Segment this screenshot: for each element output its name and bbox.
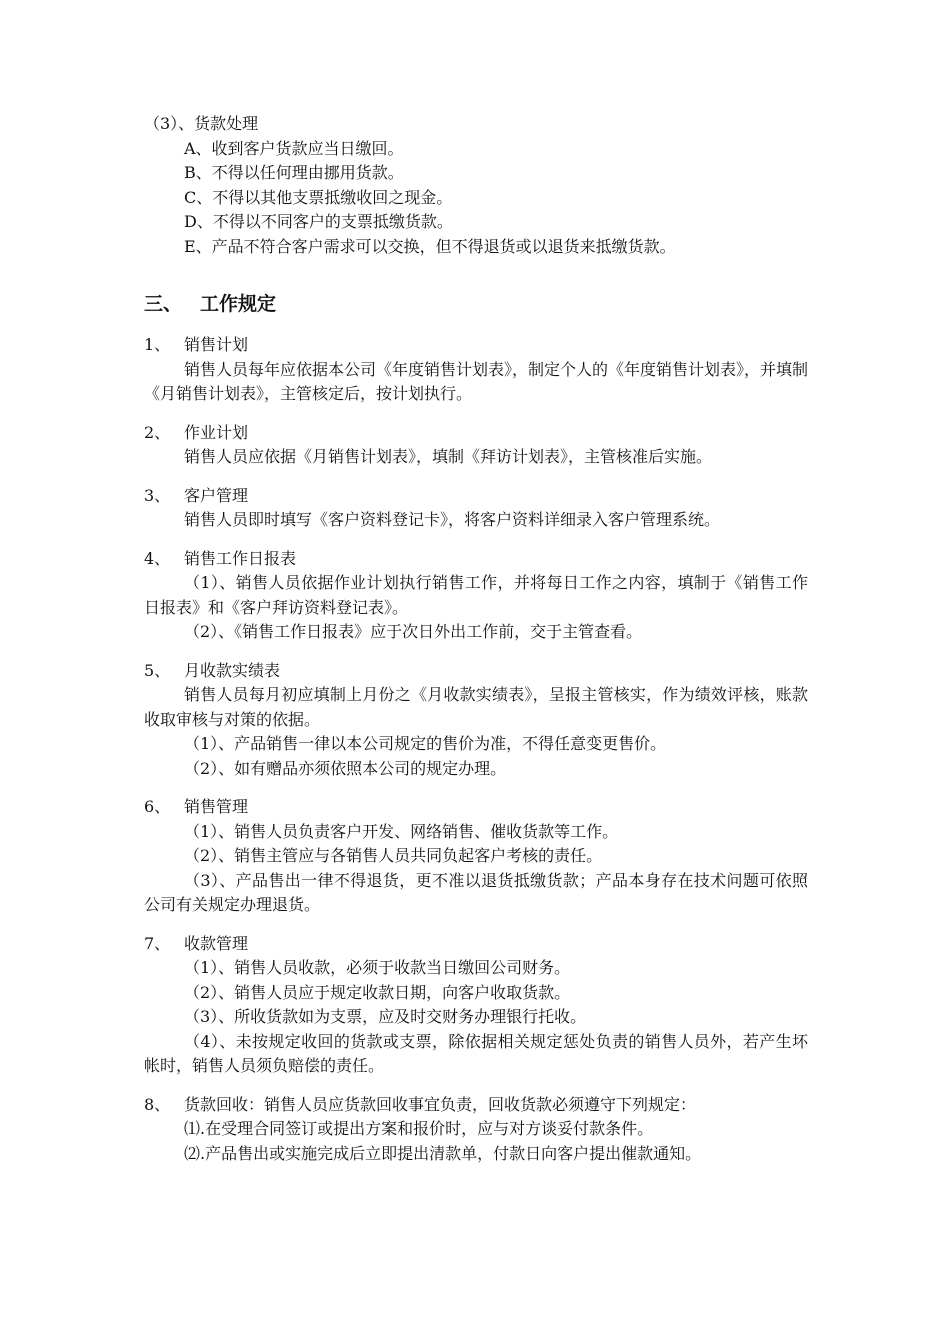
- spacer: [144, 645, 808, 659]
- item-paragraph: 销售人员每年应依据本公司《年度销售计划表》，制定个人的《年度销售计划表》，并填制《月销售计划表》，主管核定后，按计划执行。: [144, 359, 809, 403]
- section-title: 工作规定: [200, 293, 277, 315]
- item-paragraph: （2）、销售主管应与各销售人员共同负起客户考核的责任。: [184, 846, 603, 865]
- payment-rule-b: B、不得以任何理由挪用货款。: [184, 163, 404, 182]
- item-title-5: [144, 659, 808, 684]
- item-number: 5、: [144, 660, 171, 680]
- item-title-2: [144, 421, 808, 446]
- item-paragraph: （1）、销售人员收款，必须于收款当日缴回公司财务。: [184, 958, 571, 977]
- spacer: [144, 781, 808, 795]
- item-title-text: 销售工作日报表: [184, 548, 297, 568]
- item-number: 7、: [144, 933, 171, 953]
- spacer: [144, 259, 808, 289]
- item-number: 3、: [144, 485, 171, 505]
- item-title-text: 收款管理: [184, 933, 249, 953]
- item-title-text: 月收款实绩表: [184, 660, 281, 680]
- item-title-1: [144, 333, 808, 358]
- item-paragraph: （1）、销售人员负责客户开发、网络销售、催收货款等工作。: [184, 821, 619, 841]
- payment-rule-e: E、产品不符合客户需求可以交换，但不得退货或以退货来抵缴货款。: [184, 236, 676, 256]
- item-paragraph: （1）、销售人员依据作业计划执行销售工作，并将每日工作之内容，填制于《销售工作日报表》和《客户拜访资料登记表》。: [144, 573, 808, 617]
- item-number: 4、: [144, 548, 171, 568]
- item-title-7: [144, 932, 808, 957]
- item-title-text: 销售管理: [184, 797, 249, 816]
- spacer: [144, 533, 808, 547]
- item-title-8: [144, 1093, 808, 1118]
- document-body: [144, 112, 808, 1166]
- item-number: 1、: [144, 335, 171, 354]
- item-paragraph: （1）、产品销售一律以本公司规定的售价为准，不得任意变更售价。: [184, 734, 667, 753]
- payment-rule-a: A、收到客户货款应当日缴回。: [184, 138, 404, 158]
- item-number: 6、: [144, 797, 171, 816]
- item-title-3: [144, 484, 808, 509]
- spacer: [144, 319, 808, 333]
- spacer: [144, 470, 808, 484]
- item-paragraph: （2）、销售人员应于规定收款日期，向客户收取货款。: [184, 982, 571, 1002]
- item-paragraph: 销售人员每月初应填制上月份之《月收款实绩表》，呈报主管核实，作为绩效评核，账款收取审核与对策的依据。: [144, 685, 808, 729]
- item-paragraph: 销售人员即时填写《客户资料登记卡》，将客户资料详细录入客户管理系统。: [184, 510, 721, 529]
- item-title-text: 客户管理: [184, 485, 249, 505]
- item-paragraph: （3）、产品售出一律不得退货，更不准以退货抵缴货款；产品本身存在技术问题可依照公司有关规定办理退货。: [144, 870, 808, 914]
- item-paragraph: 销售人员应依据《月销售计划表》，填制《拜访计划表》，主管核准后实施。: [184, 447, 713, 466]
- item-paragraph: （4）、未按规定收回的货款或支票，除依据相关规定惩处负责的销售人员外，若产生坏帐时，销售人员须负赔偿的责任。: [144, 1031, 808, 1075]
- item-number: 2、: [144, 422, 171, 442]
- item-paragraph: （3）、所收货款如为支票，应及时交财务办理银行托收。: [184, 1007, 587, 1026]
- item-title-6: [144, 795, 808, 820]
- payment-section-title: （3）、货款处理: [144, 114, 259, 133]
- spacer: [144, 407, 808, 421]
- item-paragraph: （2）、《销售工作日报表》应于次日外出工作前，交于主管查看。: [184, 622, 643, 641]
- spacer: [144, 1079, 808, 1093]
- item-title-text: 作业计划: [184, 422, 249, 442]
- item-paragraph: ⑴.在受理合同签订或提出方案和报价时，应与对方谈妥付款条件。: [184, 1119, 654, 1138]
- payment-rule-c: C、不得以其他支票抵缴收回之现金。: [184, 187, 453, 207]
- section-heading: [144, 289, 808, 319]
- payment-rule-d: D、不得以不同客户的支票抵缴货款。: [184, 212, 453, 231]
- item-number: 8、: [144, 1094, 171, 1114]
- item-paragraph: ⑵.产品售出或实施完成后立即提出清款单，付款日向客户提出催款通知。: [184, 1143, 702, 1163]
- item-title-text: 货款回收：销售人员应货款回收事宜负责，回收货款必须遵守下列规定：: [184, 1094, 697, 1114]
- spacer: [144, 918, 808, 932]
- section-number: 三、: [144, 293, 183, 315]
- item-title-text: 销售计划: [184, 335, 249, 354]
- item-title-4: [144, 547, 808, 572]
- item-paragraph: （2）、如有赠品亦须依照本公司的规定办理。: [184, 758, 507, 778]
